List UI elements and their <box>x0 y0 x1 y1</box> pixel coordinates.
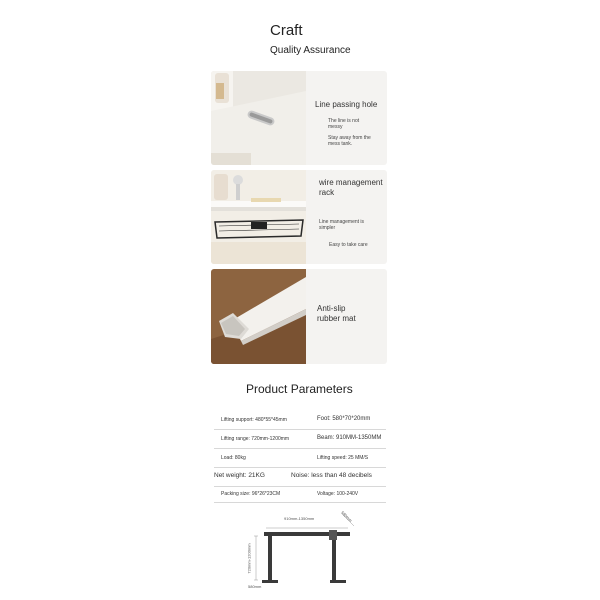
wire-rack-photo <box>211 170 306 264</box>
height-dimension-label: 720mm-1200mm <box>246 543 252 574</box>
feature-card-line-hole <box>211 71 387 165</box>
feature-heading: Line passing hole <box>315 100 378 109</box>
line-hole-photo <box>211 71 306 165</box>
parameter-left: Lifting range: 720mm-1200mm <box>221 436 290 442</box>
parameter-row <box>214 486 386 503</box>
parameter-row <box>214 411 386 430</box>
rubber-mat-photo <box>211 269 306 364</box>
parameter-left: Net weight: 21KG <box>214 472 265 479</box>
feature-note: Easy to take care <box>329 242 368 248</box>
parameter-left: Packing size: 96*26*23CM <box>221 491 281 497</box>
parameter-right: Foot: 580*70*20mm <box>317 416 371 422</box>
parameter-row <box>214 467 386 487</box>
side-dimension-label: 580mm <box>340 510 354 523</box>
parameter-left: Lifting support: 480*55*45mm <box>221 417 287 423</box>
parameter-row <box>214 448 386 468</box>
feature-card-rubber-mat <box>211 269 387 364</box>
feature-note: Line management is simpler <box>319 219 365 231</box>
parameters-title: Product Parameters <box>246 382 353 396</box>
page-title: Craft <box>270 22 303 39</box>
parameter-right: Beam: 910MM-1350MM <box>317 435 382 441</box>
parameter-right: Lifting speed: 25 MM/S <box>317 455 369 461</box>
foot-dimension-label: 580mm <box>248 584 262 589</box>
feature-note: The line is not messy <box>328 118 360 130</box>
beam-dimension-label: 910mm-1350mm <box>284 516 315 521</box>
parameter-right: Voltage: 100-240V <box>317 491 359 497</box>
parameter-left: Load: 80kg <box>221 455 246 461</box>
parameter-row <box>214 429 386 449</box>
feature-note: Stay away from the mess tank. <box>328 135 371 147</box>
desk-frame-diagram <box>246 510 358 592</box>
page-subtitle: Quality Assurance <box>270 45 351 56</box>
feature-card-wire-rack <box>211 170 387 264</box>
feature-heading: Anti-slip rubber mat <box>317 304 356 323</box>
feature-heading: wire management rack <box>319 178 383 197</box>
parameter-right: Noise: less than 48 decibels <box>291 472 372 479</box>
